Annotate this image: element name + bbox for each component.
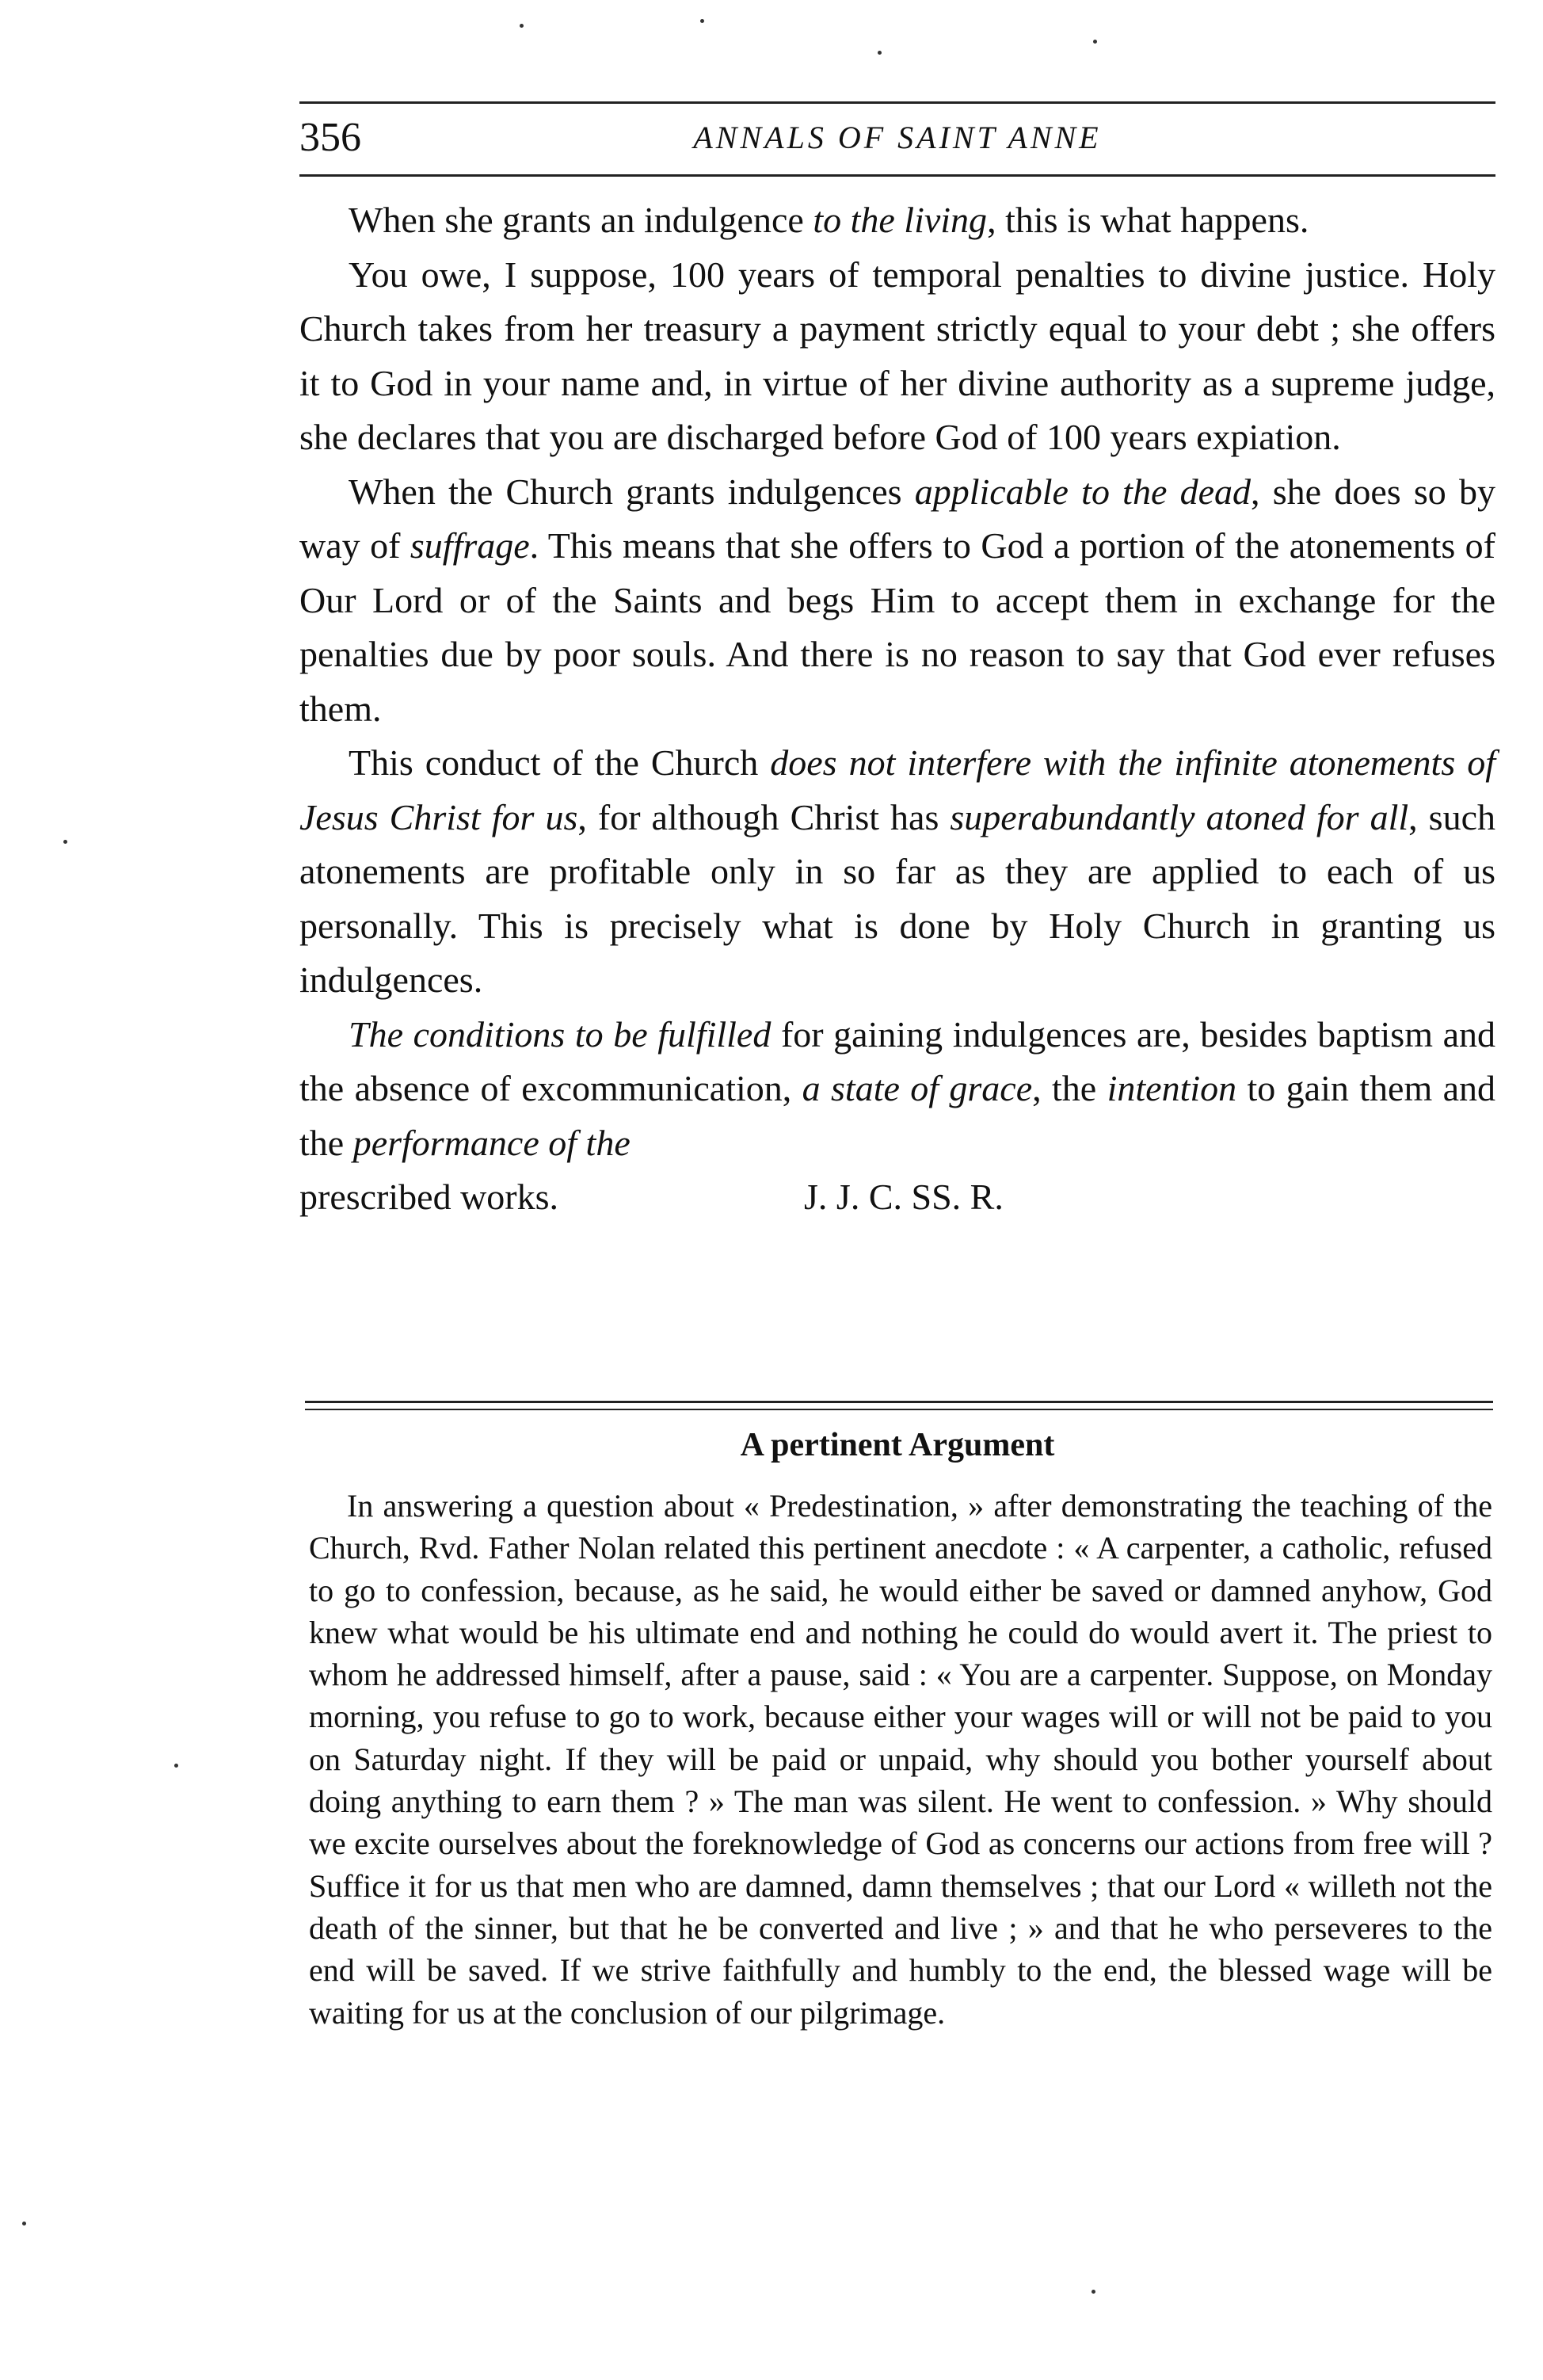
closing-text: prescribed works. (299, 1177, 559, 1217)
text-run: , the (1032, 1068, 1107, 1108)
italic-phrase: performance of the (352, 1122, 631, 1163)
article-body (299, 193, 1495, 1225)
article-paragraph (299, 193, 1495, 248)
page-number: 356 (299, 115, 361, 160)
text-run: for gaining indulgences are, besides baptism and the absence of excommunication, (299, 1013, 1495, 1108)
top-rule (299, 101, 1495, 104)
speck (1093, 40, 1097, 44)
section-title: A pertinent Argument (740, 1427, 1055, 1463)
speck (22, 2222, 26, 2226)
text-run: , such atonements are profitable only in so far as they are applied to each of us personally. This is precisely what is done by Holy Church in granting us indulgences. (299, 796, 1495, 1000)
article-paragraph (299, 248, 1495, 465)
italic-phrase: superabundantly atoned for all (950, 796, 1409, 837)
italic-phrase: The conditions to be fulfilled (349, 1013, 772, 1055)
italic-phrase: a state of grace (802, 1068, 1033, 1108)
text-run: , she does so by way of (299, 471, 1496, 566)
section-divider-rule-secondary (305, 1409, 1493, 1410)
running-title: ANNALS OF SAINT ANNE (693, 120, 1102, 155)
speck (1092, 2290, 1095, 2294)
article-paragraph (299, 736, 1495, 1008)
italic-phrase: applicable to the dead (914, 471, 1252, 512)
italic-phrase: suffrage (410, 525, 530, 566)
text-run: . This means that she offers to God a portion of the atonements of Our Lord or of the Saints and begs Him to accept them in exchange for the penalties due by poor souls. And there is no reason to say that God ever refuses them. (299, 525, 1495, 729)
text-run: , this is what happens. (987, 200, 1309, 240)
speck (700, 19, 704, 23)
speck (174, 1764, 178, 1768)
italic-phrase: to the living (813, 200, 988, 240)
section-divider-rule (305, 1401, 1493, 1403)
author-signature: J. J. C. SS. R. (804, 1177, 1004, 1217)
anecdote-section (309, 1485, 1492, 2034)
text-run: This conduct of the Church (349, 742, 771, 783)
speck (63, 840, 67, 844)
article-paragraph (299, 1008, 1495, 1171)
speck (520, 24, 524, 28)
text-run: You owe, I suppose, 100 years of temporal penalties to divine justice. Holy Church takes from her treasury a payment strictly equal to your debt ; she offers it to God in your name and, in virtue of her divine authority as a supreme judge, she declares that you are discharged before God of 100 years expiation. (299, 254, 1495, 457)
text-run: When the Church grants indulgences (349, 471, 915, 512)
article-paragraph (299, 465, 1495, 737)
text-run: , for although Christ has (577, 796, 951, 837)
text-run: to gain them and the (299, 1068, 1496, 1163)
page-header (299, 108, 1495, 171)
text-run: When she grants an indulgence (349, 200, 813, 240)
speck (878, 51, 882, 55)
header-rule (299, 174, 1495, 177)
anecdote-paragraph: In answering a question about « Predestination, » after demonstrating the teaching of the Church, Rvd. Father Nolan related this pertinent anecdote : « A carpenter, a catholic, refused to go to confession, because, as he said, he would either be saved or damned anyhow, God knew what would be his ultimate end and nothing he could do would avert it. The priest to whom he addressed himself, after a pause, said : « You are a carpenter. Suppose, on Monday morning, you refuse to go to work, because either your wages will or will not be paid to you on Saturday night. If they will be paid or unpaid, why should you bother yourself about doing anything to earn them ? » The man was silent. He went to confession. » Why should we excite ourselves about the foreknowledge of God as concerns our actions from free will ? Suffice it for us that men who are damned, damn themselves ; that our Lord « willeth not the death of the sinner, but that he be converted and live ; » and that he who perseveres to the end will be saved. If we strive faithfully and humbly to the end, the blessed wage will be waiting for us at the conclusion of our pilgrimage. (309, 1488, 1492, 2031)
closing-line (299, 1170, 1495, 1225)
italic-phrase: does not interfere with the infinite atonements of Jesus Christ for us (299, 742, 1496, 837)
italic-phrase: intention (1107, 1068, 1237, 1108)
